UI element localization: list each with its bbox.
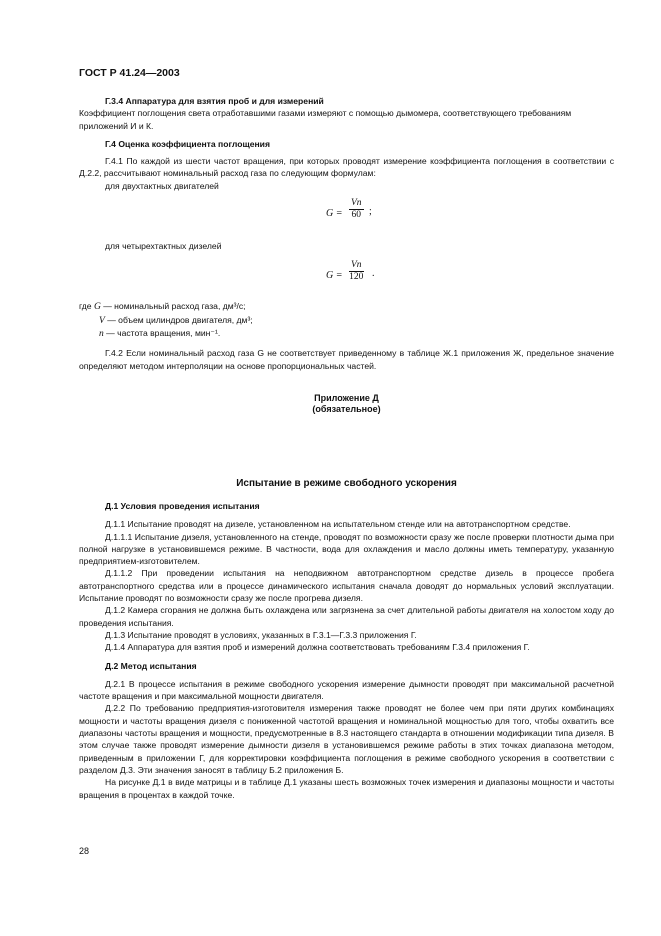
paragraph-d2-1: Д.2.1 В процессе испытания в режиме свободного ускорения измерение дымности проводят при максимальной расчетной частоте вращения и при максимальной мощности двигателя. (79, 678, 614, 702)
label-four-stroke: для четырехтактных дизелей (105, 241, 222, 252)
paragraph-d2-2: Д.2.2 По требованию предприятия-изготовителя измерения также проводят не более чем при пяти других комбинациях мощности и частоты вращения дизеля с пониженной частотой вращения и номинальной мощностью для того, чтобы охватить все диапазоны частоты вращения и мощности, предусмотренные в 8.3 настоящего стандарта в отношении модификации типа дизеля. В этом случае также проводят измерение дымности дизеля в установившемся режиме работы в этих точках диапазона методом, приведенным в приложении Г, для корректировки коэффициента поглощения в режиме свободного ускорения в соответствии с разделом Д.3. Эти значения заносят в таблицу Б.2 приложения Б. (79, 703, 614, 775)
section-heading-d2: Д.2 Метод испытания (105, 660, 197, 671)
annex-subtitle: (обязательное) (312, 404, 381, 414)
paragraph-d2-3: На рисунке Д.1 в виде матрицы и в таблице Д.1 указаны шесть возможных точек измерения и диапазоны мощности и частоты вращения в процентах в каждой точке. (79, 777, 614, 800)
formula2-tail: . (372, 268, 375, 280)
paragraph-d1-4: Д.1.4 Аппаратура для взятия проб и измерений должна соответствовать требованиям Г.3.4 приложения Г. (105, 642, 530, 653)
formula1-denominator: 60 (351, 210, 362, 221)
section-heading-d1: Д.1 Условия проведения испытания (105, 501, 260, 511)
annex-g-continuation (79, 95, 614, 372)
formula-four-stroke (79, 260, 614, 294)
where-list (79, 300, 614, 340)
paragraph-g41: Г.4.1 По каждой из шести частот вращения, при которых проводят измерение коэффициента поглощения в соответствии с Д.2.2, рассчитывают номинальный расход газа по следующим формулам: (79, 156, 614, 179)
formula2-numerator: Vn (351, 260, 362, 271)
annex-title-block (79, 393, 614, 415)
formula1-fraction (349, 198, 364, 221)
label-two-stroke: для двухтактных двигателей (105, 180, 219, 191)
annex-title: Приложение Д (314, 393, 379, 403)
formula2-denominator: 120 (349, 272, 364, 283)
paragraph-g34: Коэффициент поглощения света отработавшими газами измеряют с помощью дымомера, соответствующего требованиям приложений И и К. (79, 108, 572, 131)
where-item-n: n — частота вращения, мин⁻¹. (99, 327, 221, 339)
where-item-g: где G — номинальный расход газа, дм³/с; (79, 301, 246, 313)
annex-d-body (79, 500, 614, 801)
formula2-fraction (349, 260, 364, 283)
paragraph-d1-3: Д.1.3 Испытание проводят в условиях, указанных в Г.3.1—Г.3.3 приложения Г. (105, 629, 417, 640)
where-item-v: V — объем цилиндров двигателя, дм³; (99, 314, 253, 326)
paragraph-d1-1-1: Д.1.1.1 Испытание дизеля, установленного на стенде, проводят по возможности сразу же после проверки плотности дыма при полной нагрузке в установившемся режиме. В частности, вода для охлаждения и масло должны иметь температуру, указанную предприятием-изготовителем. (79, 531, 614, 567)
section-heading-g34: Г.3.4 Аппаратура для взятия проб и для измерений (105, 96, 324, 106)
document-header: ГОСТ Р 41.24—2003 (79, 67, 180, 79)
formula1-tail: ; (369, 206, 372, 218)
paragraph-g42: Г.4.2 Если номинальный расход газа G не соответствует приведенному в таблице Ж.1 приложения Ж, предельное значение определяют методом интерполяции на основе пропорциональных частей. (79, 348, 614, 371)
annex-section-title: Испытание в режиме свободного ускорения (236, 478, 457, 489)
section-heading-g4: Г.4 Оценка коэффициента поглощения (105, 138, 270, 149)
formula-two-stroke (79, 198, 614, 232)
page-number: 28 (79, 846, 90, 856)
paragraph-d1-1-2: Д.1.1.2 При проведении испытания на неподвижном автотранспортном средстве дизель в процессе пробега автотранспортного средства или в процессе динамического испытания сначала доводят до нормальных условий эксплуатации. Испытание проводят по возможности сразу же после прогрева дизеля. (79, 568, 614, 604)
formula2-lhs: G = (326, 270, 343, 282)
formula1-lhs: G = (326, 208, 343, 220)
paragraph-d1-1: Д.1.1 Испытание проводят на дизеле, установленном на испытательном стенде или на автотранспортном средстве. (105, 519, 571, 530)
paragraph-d1-2: Д.1.2 Камера сгорания не должна быть охлаждена или загрязнена за счет длительной работы двигателя на холостом ходу до проведения испытания. (79, 605, 614, 628)
formula1-numerator: Vn (351, 198, 362, 209)
